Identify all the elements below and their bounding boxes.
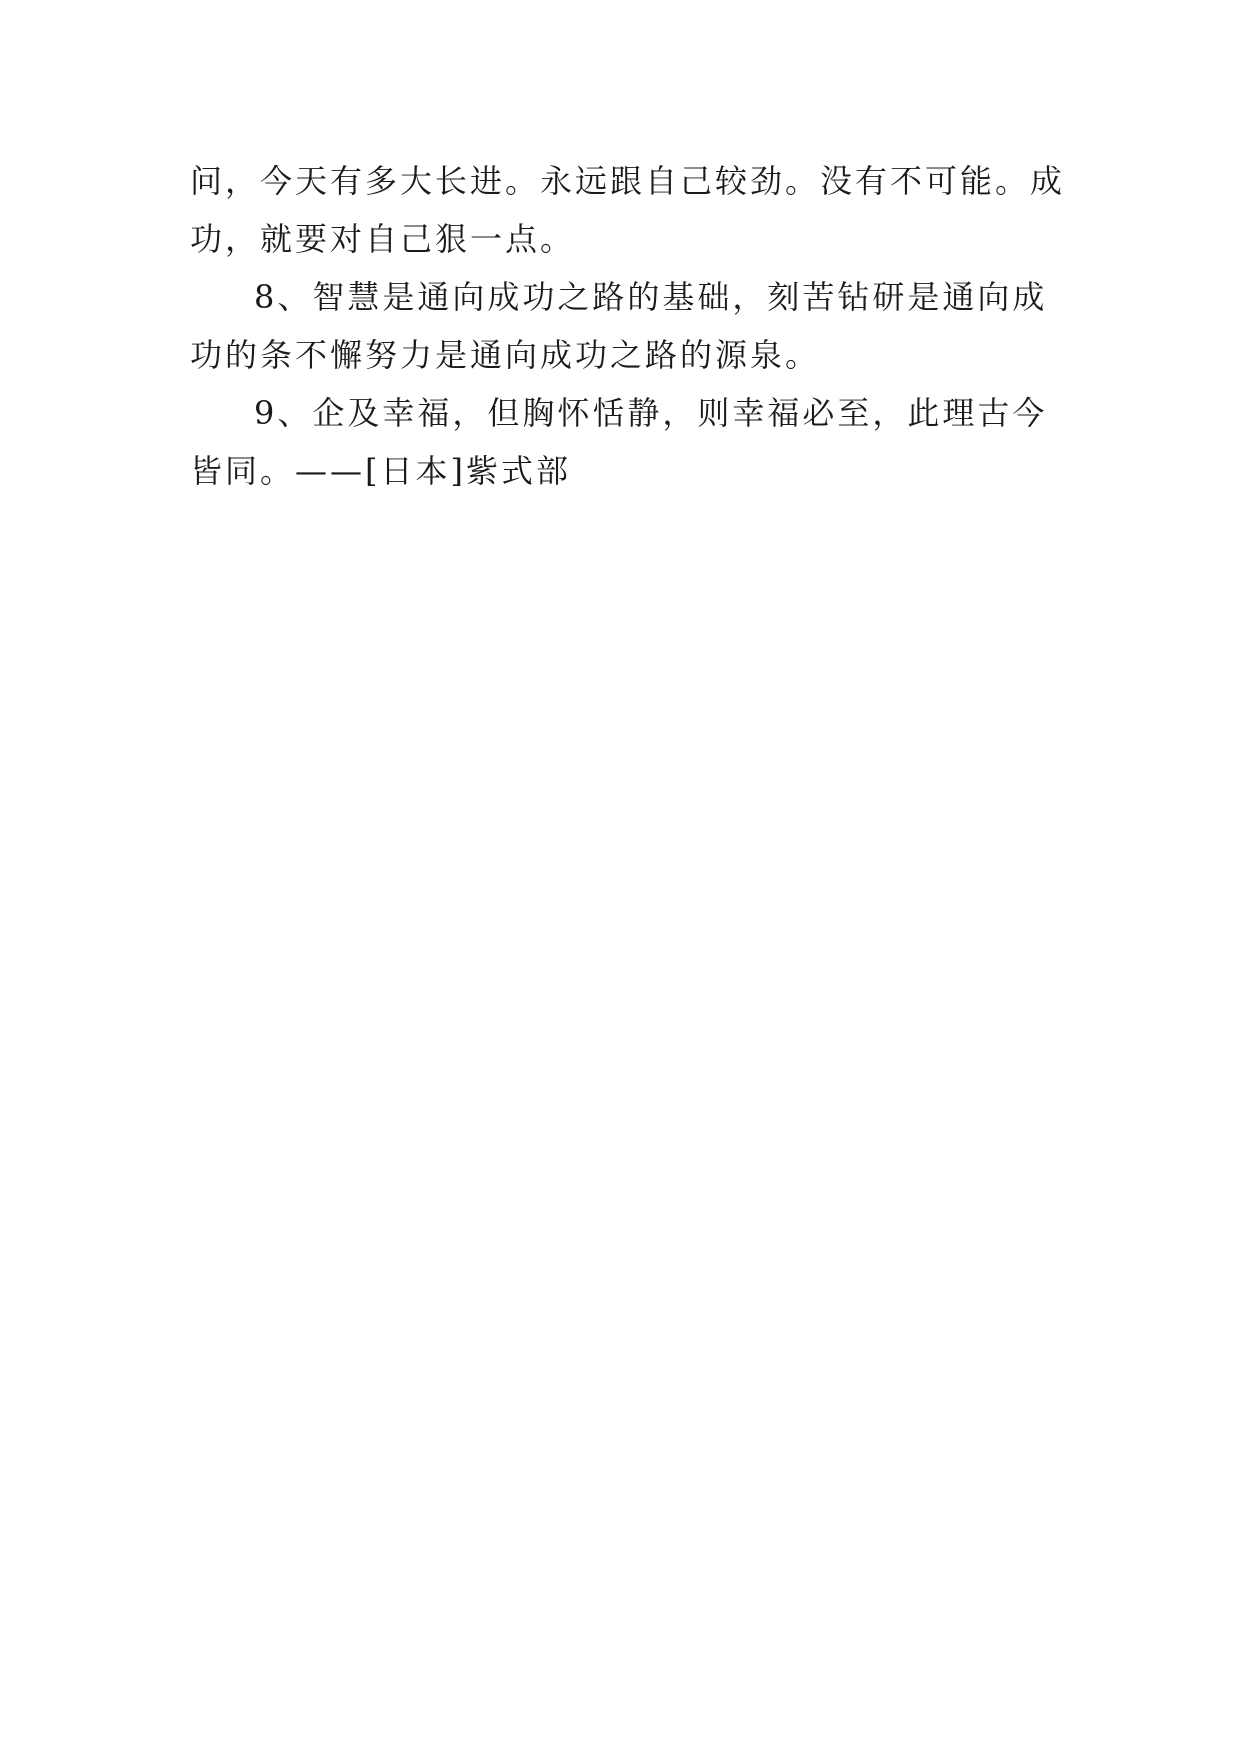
quote-paragraph: 8、智慧是通向成功之路的基础，刻苦钻研是通向成功的条不懈努力是通向成功之路的源泉。 <box>190 278 1048 374</box>
paragraph-continuation: 问，今天有多大长进。永远跟自己较劲。没有不可能。成功，就要对自己狠一点。 <box>190 162 1066 258</box>
quote-paragraph: 9、企及幸福，但胸怀恬静，则幸福必至，此理古今皆同。——[日本]紫式部 <box>190 394 1048 490</box>
document-page <box>190 152 1065 500</box>
